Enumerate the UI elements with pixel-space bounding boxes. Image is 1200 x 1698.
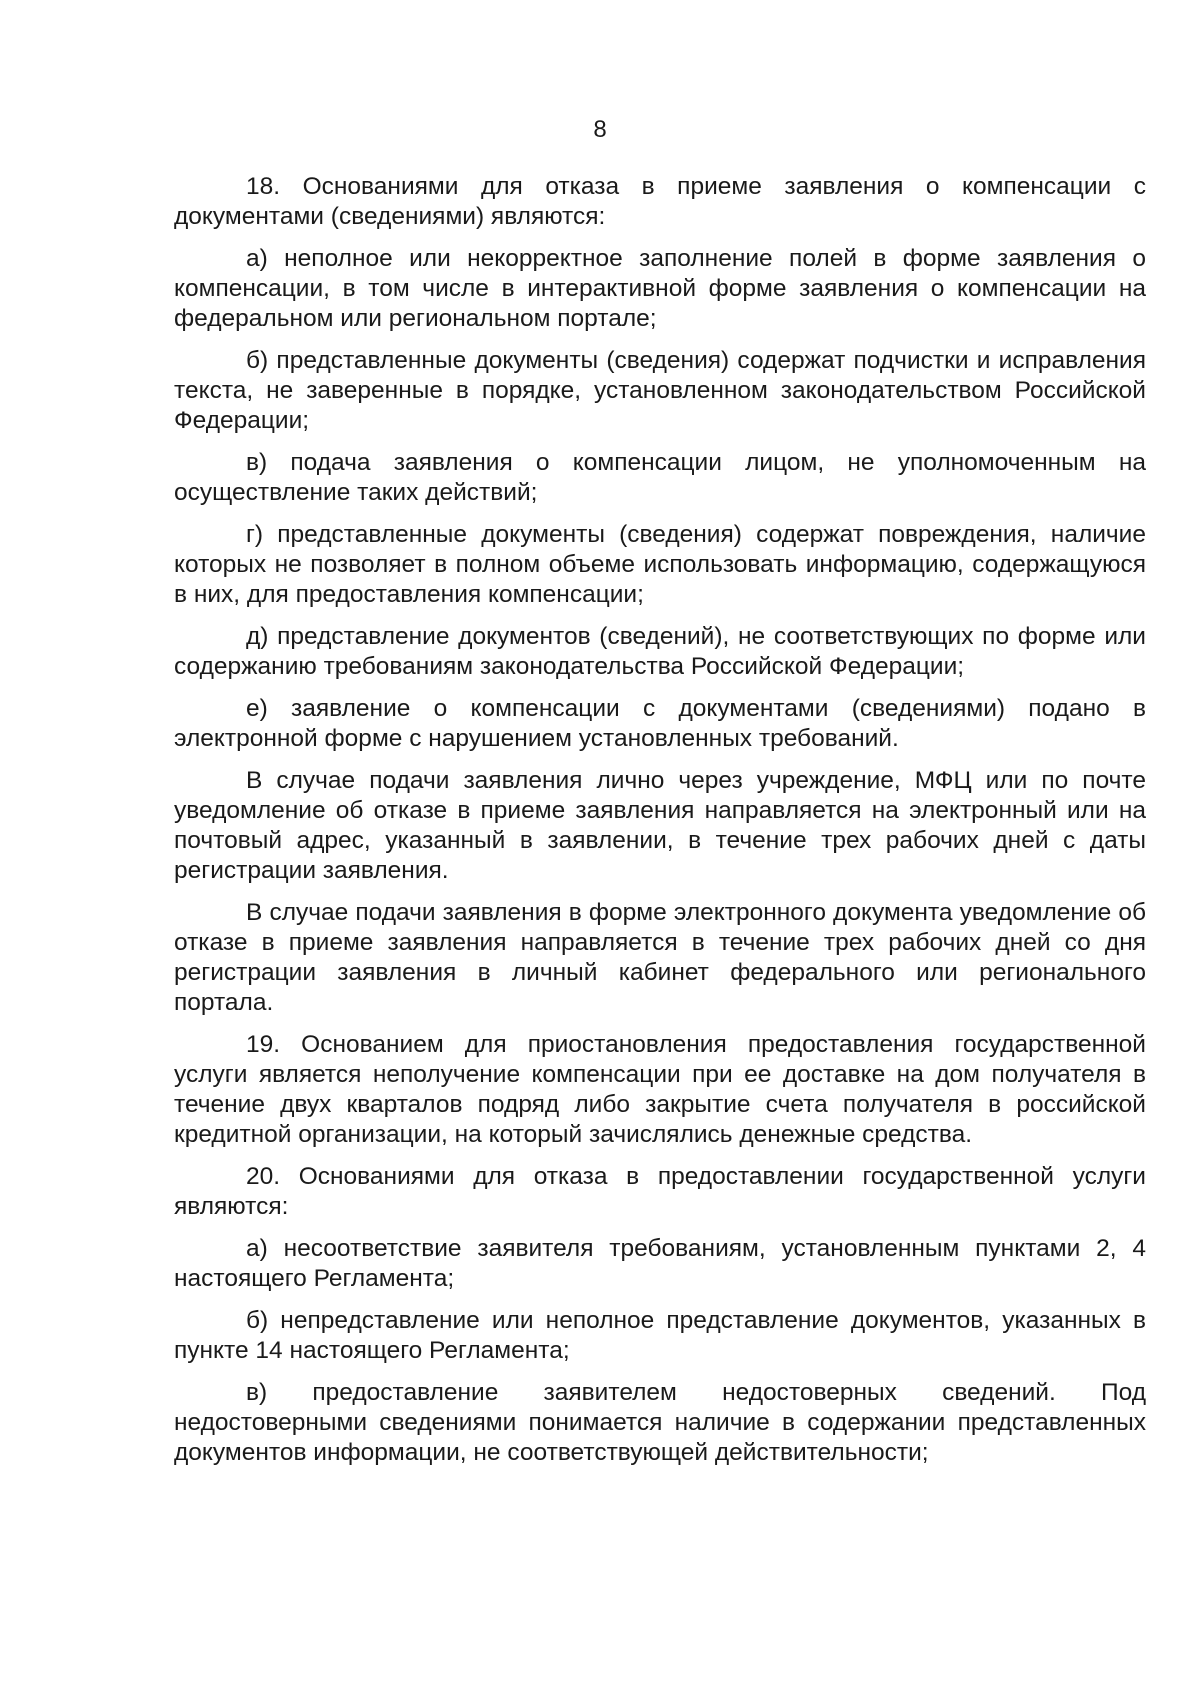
paragraph-18-v: в) подача заявления о компенсации лицом, не уполномоченным на осуществление таких действий; (174, 449, 1146, 506)
page-number: 8 (593, 116, 607, 143)
paragraph-18-e: е) заявление о компенсации с документами (сведениями) подано в электронной форме с нарушением установленных требований. (174, 695, 1146, 752)
paragraph-18-g: г) представленные документы (сведения) содержат повреждения, наличие которых не позволяет в полном объеме использовать информацию, содержащуюся в них, для предоставления компенсации; (174, 521, 1146, 608)
paragraph-notice-electronic: В случае подачи заявления в форме электронного документа уведомление об отказе в приеме заявления направляется в течение трех рабочих дней со дня регистрации заявления в личный кабинет федерального или регионального портала. (174, 899, 1146, 1016)
document-body (174, 172, 1146, 1480)
paragraph-20-b: б) непредставление или неполное представление документов, указанных в пункте 14 настоящего Регламента; (174, 1307, 1146, 1364)
paragraph-notice-in-person: В случае подачи заявления лично через учреждение, МФЦ или по почте уведомление об отказе в приеме заявления направляется на электронный или на почтовый адрес, указанный в заявлении, в течение трех рабочих дней с даты регистрации заявления. (174, 767, 1146, 884)
paragraph-18-a: а) неполное или некорректное заполнение полей в форме заявления о компенсации, в том числе в интерактивной форме заявления о компенсации на федеральном или региональном портале; (174, 245, 1146, 332)
paragraph-19: 19. Основанием для приостановления предоставления государственной услуги является неполучение компенсации при ее доставке на дом получателя в течение двух кварталов подряд либо закрытие счета получателя в российской кредитной организации, на который зачислялись денежные средства. (174, 1031, 1146, 1148)
paragraph-18-d: д) представление документов (сведений), не соответствующих по форме или содержанию требованиям законодательства Российской Федерации; (174, 623, 1146, 680)
paragraph-20-a: а) несоответствие заявителя требованиям, установленным пунктами 2, 4 настоящего Регламента; (174, 1235, 1146, 1292)
paragraph-18-b: б) представленные документы (сведения) содержат подчистки и исправления текста, не заверенные в порядке, установленном законодательством Российской Федерации; (174, 347, 1146, 434)
paragraph-20-v: в) предоставление заявителем недостоверных сведений. Под недостоверными сведениями понимается наличие в содержании представленных документов информации, не соответствующей действительности; (174, 1379, 1146, 1466)
paragraph-18-intro: 18. Основаниями для отказа в приеме заявления о компенсации с документами (сведениями) являются: (174, 173, 1146, 230)
paragraph-20-intro: 20. Основаниями для отказа в предоставлении государственной услуги являются: (174, 1163, 1146, 1220)
